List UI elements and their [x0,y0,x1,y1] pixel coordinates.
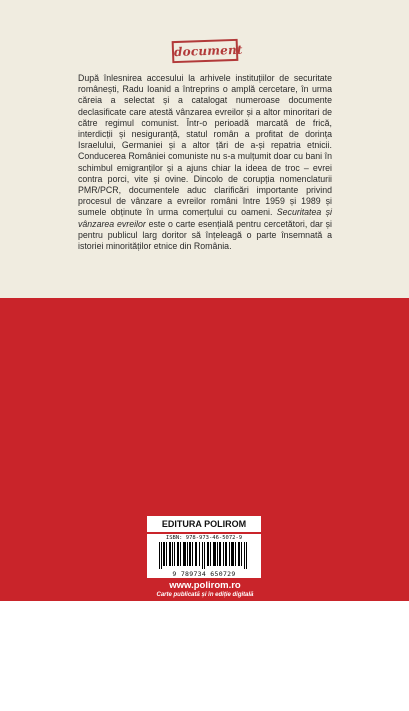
description-text-part2: este o carte esențială pentru cercetători, dar și pentru publicul larg doritor să înțeleagă o parte însemnată a istoriei minorităților etnice din România. [78,218,332,252]
book-description [78,73,332,252]
isbn-text: ISBN: 978-973-46-5072-9 [165,535,243,541]
isbn-barcode [147,534,261,578]
endorsement-quote: „Dezvăluirile prezentate de Radu Ioanid sunt șocante, la fel ca și documentele din arhivele serviciilor românești de informații externe. Acțiunile acestor servicii variază de la crimă la ridicol. Și totuși, într-o anumită măsură, s-ar putea considera că evenimentele istorice pe care le prezintă autorul au fost «secrete ale lui Polichinelle», ascunse la vedere, despre care vorbea toată lumea în șoaptă, comentându-le chiar în momentul în care se petreceau aceste lucruri.” [72,620,340,709]
quote-author: Paul Shapiro [284,701,340,711]
publisher-website: www.polirom.ro [169,580,241,591]
barcode-number: 9 789734 650729 [172,570,236,578]
barcode-bars [159,542,249,569]
digital-edition-tagline: Carte publicată și în ediție digitală [156,592,254,598]
document-stamp: document [172,39,239,63]
book-title-italic: Securitatea și vânzarea evreilor [78,207,332,229]
description-text-part1: După înlesnirea accesului la arhivele instituțiilor de securitate românești, Radu Ioanid a întreprins o amplă cercetare, în urma căreia a selectat și a catalogat numeroase documente declasificate care atestă vânzarea evreilor și a altor minoritari de către regimul comunist. Într-o perioadă marcată de frică, interdicții și nesiguranță, statul român a profitat de dorința Israelului, Germaniei și a altor țări de a-și repatria etnicii. Conducerea României comuniste nu s-a mulțumit doar cu bani în schimbul emigranților și a ajuns chiar la ideea de troc – evrei contra porci, vite și ovine. Dincolo de corupția nomenclaturii PMR/PCR, documentele aduc clarificări importante privind procesul de vânzare a evreilor români între 1959 și 1989 și sumele obținute în urma comerțului cu oameni. [78,73,332,218]
publisher-name: EDITURA POLIROM [147,516,261,532]
description-panel [0,0,409,298]
